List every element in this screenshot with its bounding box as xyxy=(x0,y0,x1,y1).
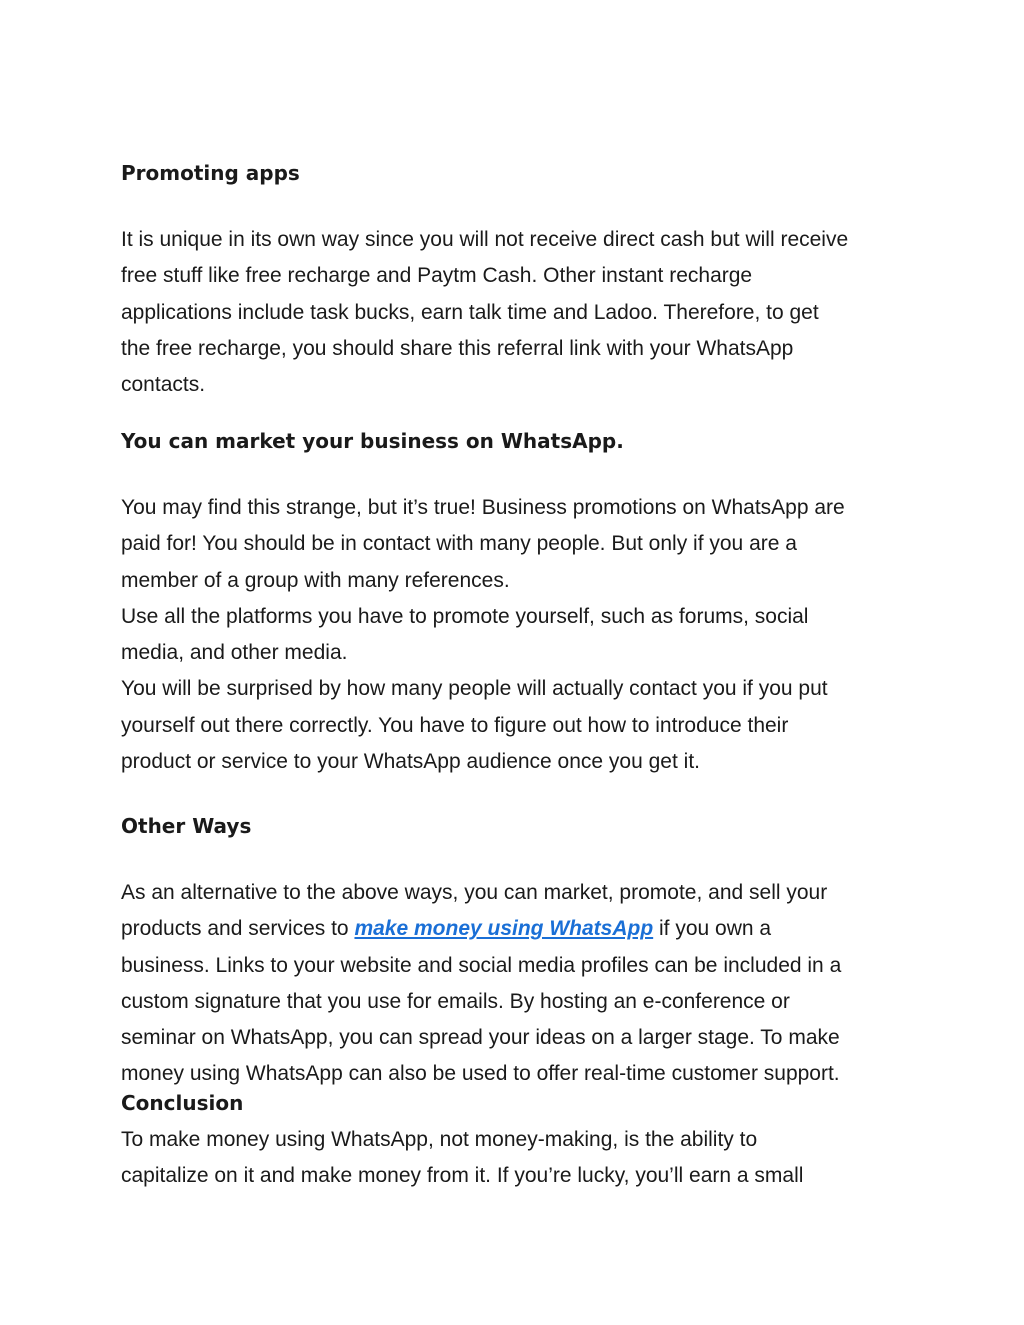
paragraph-promoting-apps xyxy=(121,222,911,403)
text-line: product or service to your WhatsApp audience once you get it. xyxy=(121,750,700,774)
make-money-whatsapp-link[interactable]: make money using WhatsApp xyxy=(354,917,654,941)
text-line: paid for! You should be in contact with many people. But only if you are a xyxy=(121,532,797,556)
heading-other-ways: Other Ways xyxy=(121,814,252,838)
text-line-with-link xyxy=(121,911,911,947)
text-line: the free recharge, you should share this referral link with your WhatsApp xyxy=(121,336,794,360)
text-segment: products and services to xyxy=(121,917,355,941)
text-line: contacts. xyxy=(121,373,206,397)
text-line: yourself out there correctly. You have to figure out how to introduce their xyxy=(121,713,789,737)
text-line: As an alternative to the above ways, you can market, promote, and sell your xyxy=(121,881,828,904)
text-line: It is unique in its own way since you will not receive direct cash but will receive xyxy=(121,228,849,251)
text-line: To make money using WhatsApp, not money-making, is the ability to xyxy=(121,1128,758,1151)
text-line: You will be surprised by how many people will actually contact you if you put xyxy=(121,677,828,701)
text-line: You may find this strange, but it’s true! Business promotions on WhatsApp are xyxy=(121,496,845,519)
paragraph-conclusion xyxy=(121,1122,911,1195)
text-line: custom signature that you use for emails. By hosting an e-conference or xyxy=(121,989,790,1013)
text-line: money using WhatsApp can also be used to offer real-time customer support. xyxy=(121,1062,840,1086)
text-line: member of a group with many references. xyxy=(121,568,510,592)
text-line: business. Links to your website and social media profiles can be included in a xyxy=(121,953,842,977)
text-line: seminar on WhatsApp, you can spread your ideas on a larger stage. To make xyxy=(121,1026,840,1050)
heading-market-business: You can market your business on WhatsApp. xyxy=(121,429,624,453)
heading-promoting-apps: Promoting apps xyxy=(121,161,300,185)
paragraph-other-ways xyxy=(121,875,911,1093)
text-line: capitalize on it and make money from it. If you’re lucky, you’ll earn a small xyxy=(121,1164,804,1188)
text-line: free stuff like free recharge and Paytm Cash. Other instant recharge xyxy=(121,264,753,288)
text-line: Use all the platforms you have to promote yourself, such as forums, social xyxy=(121,604,809,628)
heading-conclusion: Conclusion xyxy=(121,1091,244,1115)
text-line: applications include task bucks, earn talk time and Ladoo. Therefore, to get xyxy=(121,300,819,324)
text-segment: if you own a xyxy=(653,917,772,941)
text-line: media, and other media. xyxy=(121,641,348,665)
paragraph-market-business xyxy=(121,490,911,780)
